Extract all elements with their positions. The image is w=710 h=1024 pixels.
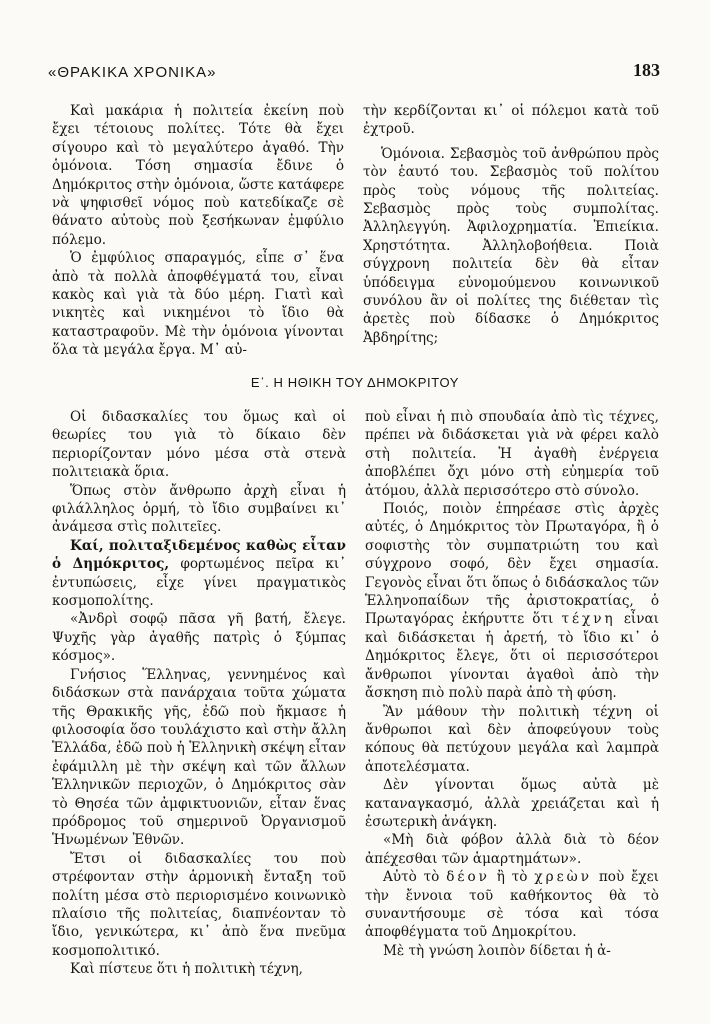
paragraph: Ἂν μάθουν τὴν πολιτικὴ τέχνη οἱ ἄνθρωποι καὶ δὲν ἀποφεύγουν τοὺς κόπους θὰ πετύχουν μεγάλα καὶ λαμπρὰ ἀποτελέσματα.: [365, 703, 659, 775]
quote-paragraph: «Ἀνδρὶ σοφῷ πᾶσα γῆ βατή, ἔλεγε. Ψυχῆς γὰρ ἀγαθῆς πατρὶς ὁ ξύμπας κόσμος».: [52, 611, 346, 665]
text-run: φορτωμένος πεῖρα κι᾽ ἐντυπώσεις, εἶχε γίνει πραγματικὸς κοσμοπολίτης.: [52, 556, 346, 610]
paragraph: Καὶ πίστευε ὅτι ἡ πολιτικὴ τέχνη,: [70, 961, 303, 978]
bottom-right-column: [365, 408, 659, 960]
section-heading: Ε᾽. Η ΗΘΙΚΗ ΤΟΥ ΔΗΜΟΚΡΙΤΟΥ: [250, 375, 460, 390]
paragraph: [365, 868, 659, 942]
paragraph: Μὲ τὴ γνώση λοιπὸν δίδεται ἡ ἀ-: [383, 942, 611, 959]
paragraph: Ὁ ἐμφύλιος σπαραγμός, εἶπε σ᾽ ἕνα ἀπὸ τὰ πολλὰ ἀποφθέγματά του, εἶναι κακὸς καὶ γιὰ τὰ δύο μέρη. Γιατὶ καὶ νικητὲς καὶ νικημένοι τὸ ἴδιο θὰ καταστραφοῦν. Μὲ τὴν ὁμόνοια γίνονται ὅλα τὰ μεγάλα ἔργα. Μ᾽ αὐ-: [52, 250, 344, 359]
text-run: ποὺ ἔχει τὴν ἔννοια τοῦ καθήκοντος θὰ τὸ συναντήσουμε σὲ τόσα καὶ τόσα ἀποφθέγματα τοῦ Δημοκρίτου.: [365, 869, 659, 941]
spaced-word: τέχνη: [561, 611, 616, 628]
text-run: Αὐτὸ τὸ: [383, 869, 447, 886]
quote-paragraph: «Μὴ διὰ φόβον ἀλλὰ διὰ τὸ δέον ἀπέχεσθαι τῶν ἁμαρτημάτων».: [365, 832, 659, 867]
paragraph: Ἔτσι οἱ διδασκαλίες του ποὺ στρέφονταν στὴν ἁρμονικὴ ἔνταξη τοῦ πολίτη μέσα στὸ περιορισμένο κοινωνικὸ πλαίσιο τῆς πολιτείας, διαπνέονταν τὸ ἴδιο, γενικώτερα, κι᾽ ἀπὸ ἕνα πνεῦμα κοσμοπολιτικό.: [52, 850, 346, 959]
spaced-word: χρεὼν: [534, 869, 592, 886]
paragraph: Γνήσιος Ἕλληνας, γεννημένος καὶ διδάσκων στὰ πανάρχαια τοῦτα χώματα τῆς Θρακικῆς γῆς, ἐδῶ ποὺ ἤκμασε ἡ φιλοσοφία ὅσο τουλάχιστο καὶ στὴν ἄλλη Ἑλλάδα, ἐδῶ ποὺ ἡ Ἑλληνικὴ σκέψη εἶταν ἐφάμιλλη μὲ τὴν σκέψη καὶ τῶν ἄλλων Ἑλληνικῶν περιοχῶν, ὁ Δημόκριτος σὰν τὸ Θησέα τῶν ἀμφικτυονιῶν, εἶταν ἕνας πρόδρομος τοῦ σημερινοῦ Ὀργανισμοῦ Ἡνωμένων Ἐθνῶν.: [52, 666, 346, 849]
paragraph: Ὅπως στὸν ἄνθρωπο ἀρχὴ εἶναι ἡ φιλάλληλος ὁρμή, τὸ ἴδιο συμβαίνει κι᾽ ἀνάμεσα στὶς πολιτεῖες.: [52, 482, 346, 536]
page-header: [48, 60, 660, 86]
paragraph: Ὁμόνοια. Σεβασμὸς τοῦ ἀνθρώπου πρὸς τὸν ἑαυτό του. Σεβασμὸς τοῦ πολίτου πρὸς τοὺς νόμους τῆς πολιτείας. Σεβασμὸς πρὸς τοὺς συμπολίτας. Ἀλληλεγγύη. Ἀφιλοχρηματία. Ἐπιείκια. Χρηστότητα. Ἀλληλοβοήθεια. Ποιὰ σύγχρονη πολιτεία δὲν θὰ εἶταν ὑπόδειγμα εὐνομούμενου κοινωνικοῦ συνόλου ἂν οἱ πολίτες της διέθεταν τὶς ἀρετὲς ποὺ δίδασκε ὁ Δημόκριτος Ἀβδηρίτης;: [363, 145, 659, 346]
text-run: ἢ τὸ: [489, 869, 535, 886]
bold-phrase: Καί, πολιταξιδεμένος καθὼς εἶταν ὁ Δημόκριτος,: [52, 537, 346, 573]
paragraph: Καὶ μακάρια ἡ πολιτεία ἐκείνη ποὺ ἔχει τέτοιους πολίτες. Τότε θὰ ἔχει σίγουρο καὶ τὸ μεγαλύτερο ἀγαθό. Τὴν ὁμόνοια. Τόση σημασία ἔδινε ὁ Δημόκριτος στὴν ὁμόνοια, ὥστε κατάφερε νὰ ψηφισθεῖ νόμος ποὺ κατεδίκαζε σὲ θάνατο αὐτοὺς ποὺ ξεσήκωναν ἐμφύλιο πόλεμο.: [52, 103, 344, 248]
paragraph: ποὺ εἶναι ἡ πιὸ σπουδαία ἀπὸ τὶς τέχνες, πρέπει νὰ διδάσκεται γιὰ νὰ φέρει καλὸ στὴ πολιτεία. Ἡ ἀγαθὴ ἐνέργεια ἀποβλέπει ὄχι μόνο στὴ εὐημερία τοῦ ἀτόμου, ἀλλὰ περισσότερο στὸ σύνολο.: [365, 409, 659, 499]
text-run: Ποιός, ποιὸν ἐπηρέασε στὶς ἀρχὲς αὐτές, ὁ Δημόκριτος τὸν Πρωταγόρα, ἢ ὁ σοφιστὴς τὸν συμπατριώτη του καὶ σύγχρονο σοφό, δὲν ἔχει σημασία. Γεγονὸς εἶναι ὅτι ὅπως ὁ διδάσκαλος τῶν Ἑλληνοπαίδων τῆς ἀριστοκρατίας, ὁ Πρωταγόρας ἐκήρυττε ὅτι: [365, 501, 659, 628]
top-right-column: [363, 102, 659, 347]
running-title: «ΘΡΑΚΙΚΑ ΧΡΟΝΙΚΑ»: [48, 64, 217, 81]
page-number: 183: [633, 60, 660, 80]
paragraph: Οἱ διδασκαλίες του ὅμως καὶ οἱ θεωρίες του γιὰ τὸ δίκαιο δὲν περιορίζονταν μόνο μέσα στὰ στενὰ πολιτειακὰ ὅρια.: [52, 409, 346, 481]
text-run: εἶναι καὶ διδάσκεται ἡ ἀρετή, τὸ ἴδιο κι᾽ ὁ Δημόκριτος ἔλεγε, ὅτι οἱ περισσότεροι ἄνθρωποι γίνονται ἀγαθοὶ ἀπὸ τὴν ἄσκηση πιὸ πολὺ παρὰ ἀπὸ τὴ φύση.: [365, 611, 659, 702]
paragraph: [365, 500, 659, 702]
paragraph: [52, 537, 346, 611]
paragraph: τὴν κερδίζονται κι᾽ οἱ πόλεμοι κατὰ τοῦ ἐχτροῦ.: [363, 103, 659, 138]
spaced-word: δέον: [446, 869, 490, 886]
top-left-column: [52, 102, 344, 360]
bottom-left-column: [52, 408, 346, 979]
paragraph: Δὲν γίνονται ὅμως αὐτὰ μὲ καταναγκασμό, ἀλλὰ χρειάζεται καὶ ἡ ἐσωτερικὴ ἀνάγκη.: [365, 777, 659, 830]
